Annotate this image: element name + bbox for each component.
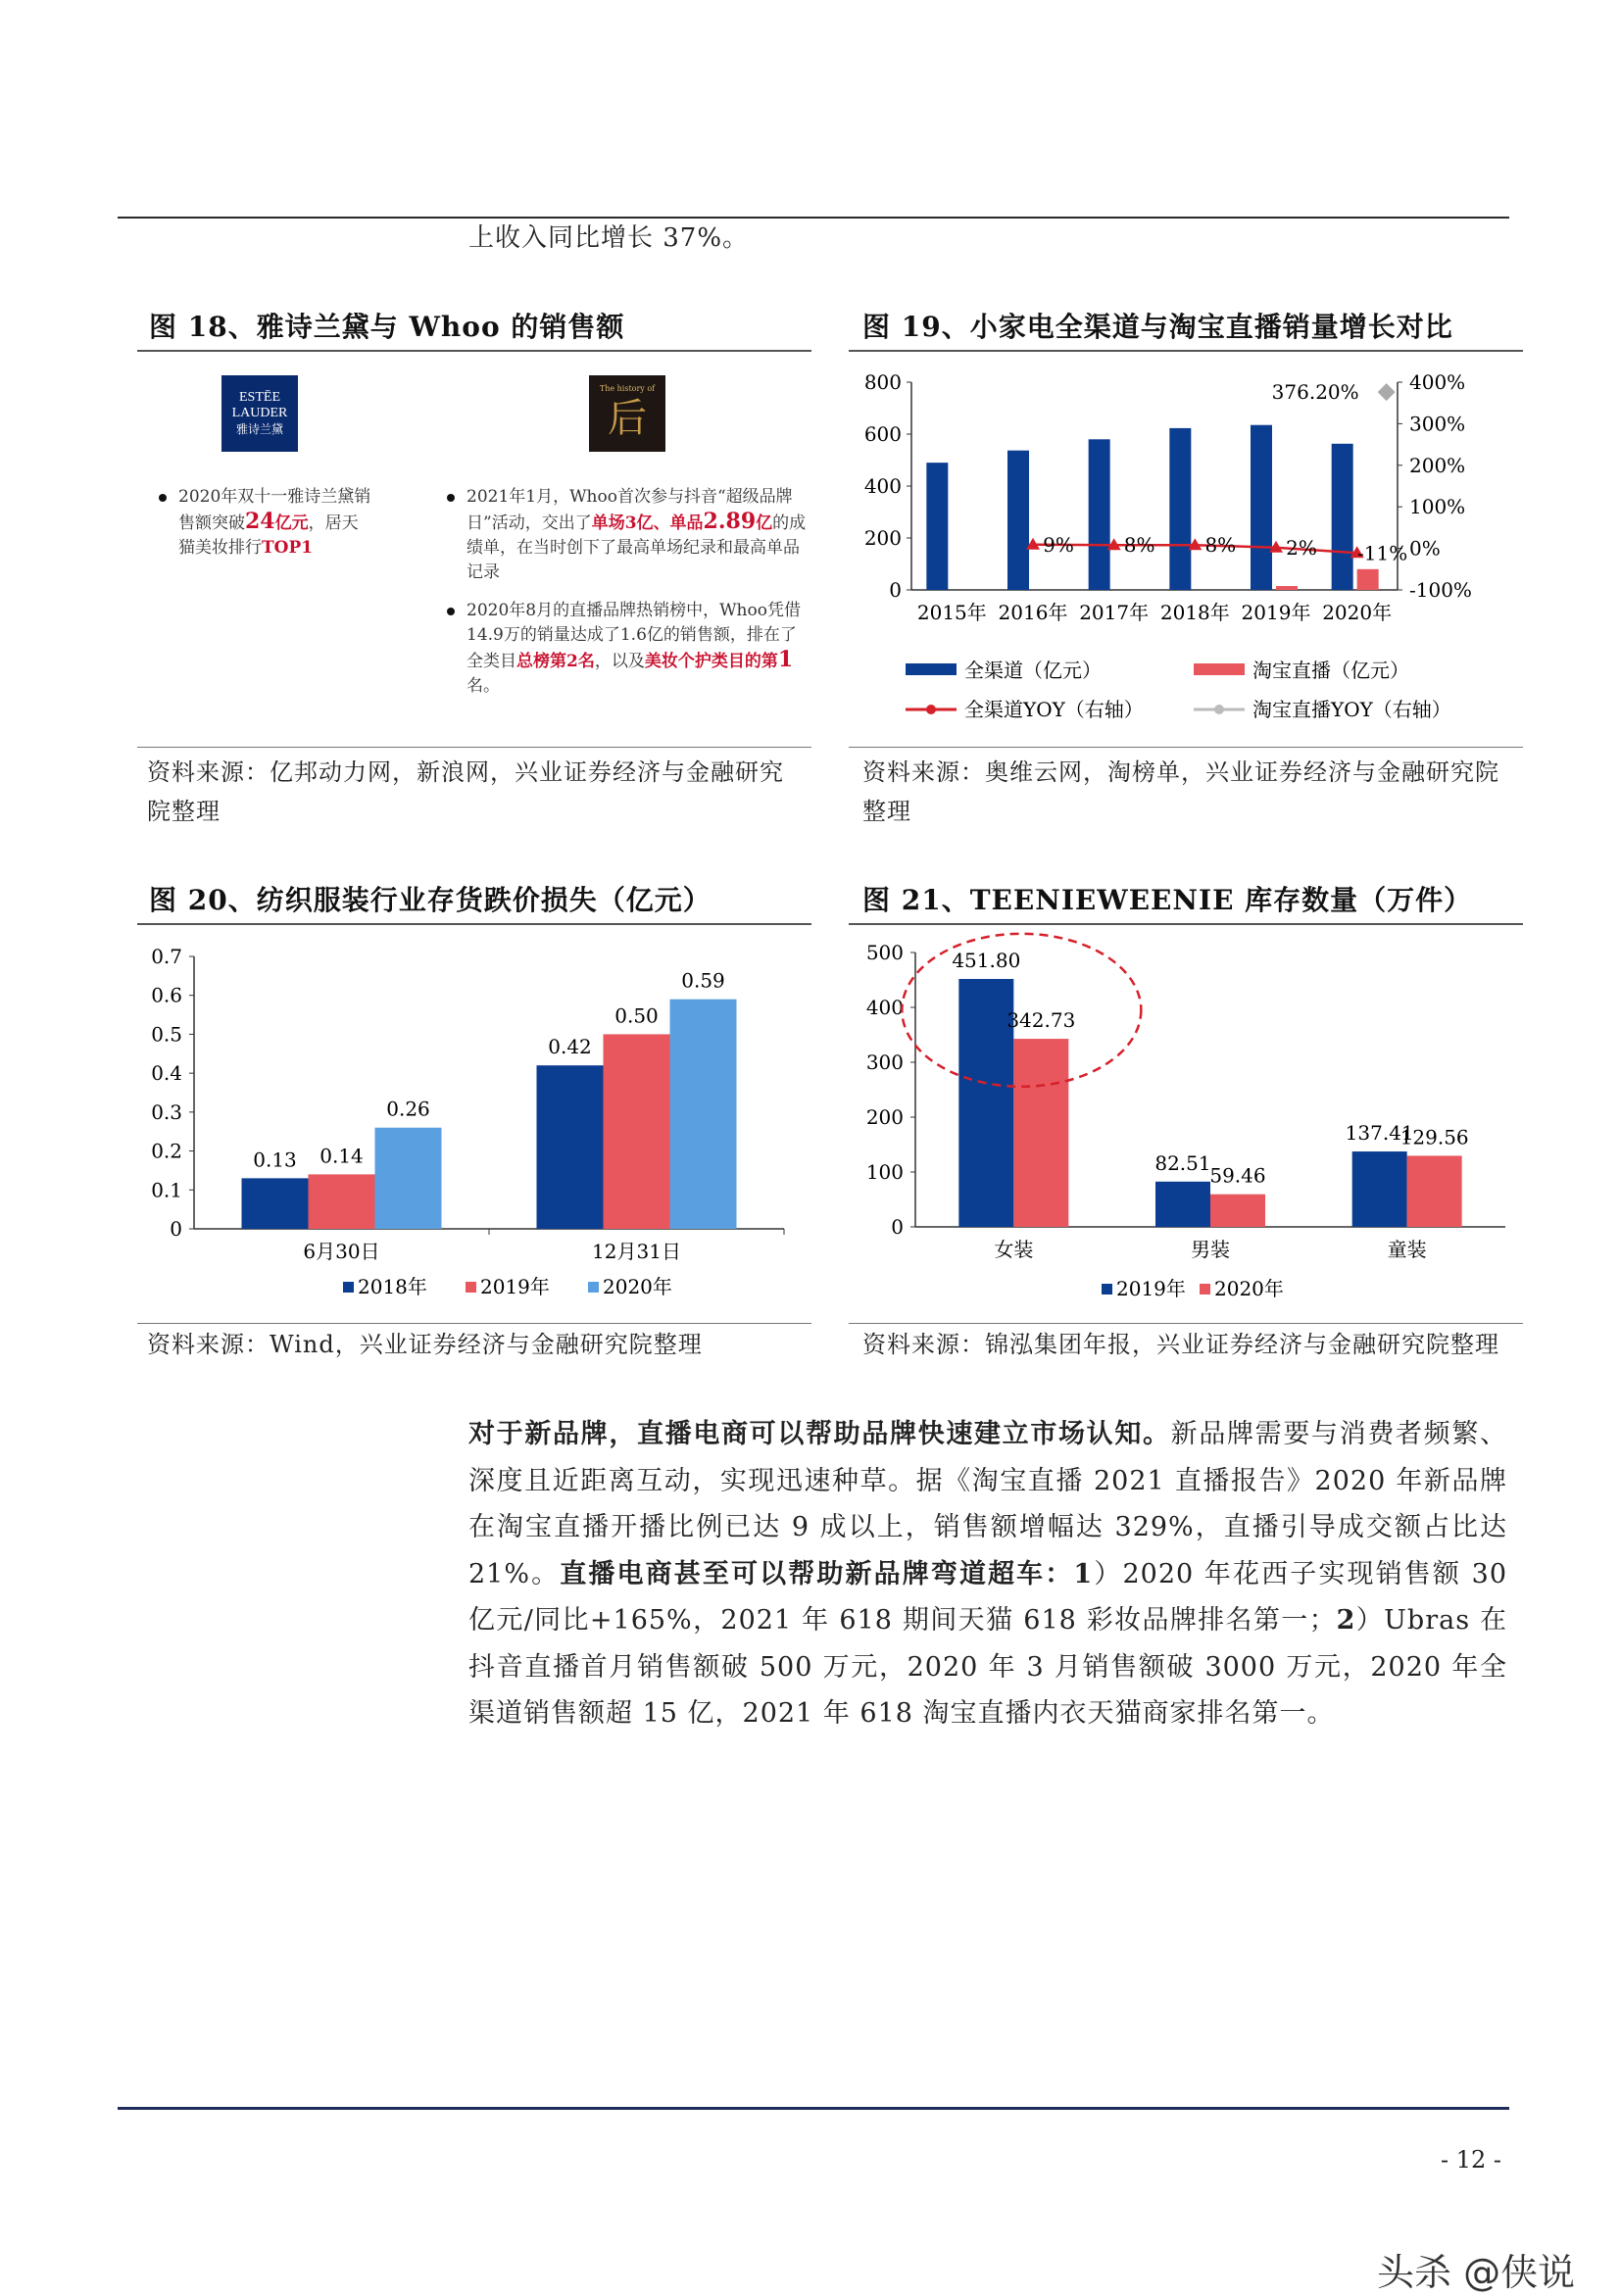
fig19-chart bbox=[849, 355, 1525, 745]
fig21-x-tick-label: 童装 bbox=[1387, 1238, 1427, 1261]
fig20-bar bbox=[242, 1178, 309, 1229]
fig21-chart bbox=[849, 911, 1525, 1319]
fig21-bar bbox=[1407, 1155, 1462, 1227]
fig19-taobao-yoy-label: 376.20% bbox=[1271, 380, 1359, 405]
footer-rule bbox=[118, 2107, 1509, 2110]
fig19-left-tick-label: 800 bbox=[863, 370, 902, 394]
fig20-bar bbox=[604, 1034, 670, 1229]
fig19-title: 图 19、小家电全渠道与淘宝直播销量增长对比 bbox=[862, 311, 1453, 343]
fig19-source: 资料来源：奥维云网，淘榜单，兴业证券经济与金融研究院 整理 bbox=[862, 758, 1499, 825]
fig19-x-tick-label: 2016年 bbox=[998, 601, 1068, 624]
fig21-data-label: 451.80 bbox=[952, 948, 1021, 972]
fig19-right-tick-label: 0% bbox=[1409, 536, 1441, 561]
fig21-y-tick-label: 200 bbox=[865, 1105, 904, 1129]
estee-bullet-list bbox=[159, 485, 374, 574]
whoo-logo: The history of 后 bbox=[589, 375, 665, 452]
fig19-source-rule bbox=[849, 747, 1523, 748]
fig21-bar bbox=[1013, 1039, 1068, 1227]
fig19-legend-swatch bbox=[906, 663, 957, 675]
body-paragraph: 对于新品牌，直播电商可以帮助品牌快速建立市场认知。新品牌需要与消费者频繁、深度且近距离互动，实现迅速种草。据《淘宝直播 2021 直播报告》2020 年新品牌在淘宝直播开播比例已达 9 成以上，销售额增幅达 329%，直播引导成交额占比达 21%。直播电商甚至可以帮助新品牌弯道超车：1）2020 年花西子实现销售额 30 亿元/同比+165%，2021 年 618 期间天猫 618 彩妆品牌排名第一；2）Ubras 在抖音直播首月销售额破 500 万元，2020 年 3 月销售额破 3000 万元，2020 年全渠道销售额超 15 亿，2021 年 618 淘宝直播内衣天猫商家排名第一。 bbox=[468, 1419, 1508, 1729]
fig20-legend-swatch bbox=[588, 1282, 599, 1293]
fig20-data-label: 0.59 bbox=[681, 968, 725, 993]
estee-bullet: 2020年双十一雅诗兰黛销售额突破24亿元，居天猫美妆排行TOP1 bbox=[159, 485, 374, 561]
fig20-source: 资料来源：Wind，兴业证券经济与金融研究院整理 bbox=[147, 1331, 703, 1358]
fig21-y-tick-label: 0 bbox=[891, 1215, 904, 1239]
fig19-legend-label: 淘宝直播YOY（右轴） bbox=[1252, 698, 1451, 721]
estee-lauder-logo: ESTĒE LAUDER 雅诗兰黛 bbox=[221, 375, 298, 452]
fig20-y-tick-label: 0.2 bbox=[151, 1139, 182, 1163]
fig19-x-tick-label: 2018年 bbox=[1159, 601, 1230, 624]
whoo-bullet-list bbox=[447, 485, 810, 712]
fig20-y-tick-label: 0.4 bbox=[151, 1061, 182, 1086]
fig19-x-tick-label: 2017年 bbox=[1079, 601, 1150, 624]
fig20-rule bbox=[137, 923, 811, 925]
fig19-bar-all-channel bbox=[1251, 425, 1272, 590]
fig19-left-tick-label: 200 bbox=[863, 526, 902, 550]
fig19-legend-label: 全渠道（亿元） bbox=[964, 659, 1102, 682]
fig20-legend-label: 2020年 bbox=[603, 1275, 672, 1298]
fig21-title: 图 21、TEENIEWEENIE 库存数量（万件） bbox=[862, 884, 1473, 916]
fig19-legend-label: 全渠道YOY（右轴） bbox=[964, 698, 1144, 721]
fig18-source: 资料来源：亿邦动力网，新浪网，兴业证券经济与金融研究 院整理 bbox=[147, 758, 784, 825]
fig20-legend-label: 2019年 bbox=[480, 1275, 550, 1298]
fig21-y-tick-label: 400 bbox=[865, 996, 904, 1019]
fig19-bar-all-channel bbox=[1089, 439, 1110, 590]
fig21-data-label: 59.46 bbox=[1209, 1163, 1266, 1188]
fig19-legend-marker bbox=[1214, 705, 1224, 714]
fig20-title: 图 20、纺织服装行业存货跌价损失（亿元） bbox=[149, 884, 712, 916]
fig20-legend-swatch bbox=[343, 1282, 354, 1293]
fig19-left-tick-label: 600 bbox=[863, 422, 902, 446]
fig21-y-tick-label: 100 bbox=[865, 1160, 904, 1184]
fig21-data-label: 137.41 bbox=[1345, 1121, 1414, 1146]
fig18-source-rule bbox=[137, 747, 811, 748]
fig21-legend-swatch bbox=[1200, 1284, 1210, 1295]
fig19-yoy-label: 2% bbox=[1286, 535, 1317, 560]
fig21-source-rule bbox=[849, 1323, 1523, 1324]
fig21-y-tick-label: 300 bbox=[865, 1050, 904, 1074]
fig19-bar-all-channel bbox=[1169, 428, 1191, 590]
whoo-bullet-1: 2021年1月，Whoo首次参与抖音“超级品牌日”活动，交出了单场3亿、单品2.89亿的成绩单，在当时创下了最高单场纪录和最高单品记录 bbox=[447, 485, 810, 585]
fig20-y-tick-label: 0 bbox=[170, 1217, 182, 1241]
fig19-right-tick-label: -100% bbox=[1409, 578, 1472, 602]
fig19-legend-label: 淘宝直播（亿元） bbox=[1252, 659, 1409, 682]
intro-line: 上收入同比增长 37%。 bbox=[468, 223, 750, 253]
fig19-right-tick-label: 100% bbox=[1409, 495, 1466, 519]
fig21-bar bbox=[1210, 1195, 1265, 1227]
fig19-yoy-label: 9% bbox=[1043, 532, 1074, 557]
fig21-legend-label: 2019年 bbox=[1116, 1277, 1186, 1300]
header-rule bbox=[118, 217, 1509, 219]
fig19-bar-all-channel bbox=[1007, 451, 1029, 590]
fig20-data-label: 0.26 bbox=[386, 1097, 430, 1121]
fig21-legend-swatch bbox=[1102, 1284, 1112, 1295]
fig19-x-tick-label: 2015年 bbox=[916, 601, 987, 624]
fig19-x-tick-label: 2019年 bbox=[1241, 601, 1311, 624]
fig19-bar-all-channel bbox=[926, 463, 948, 590]
fig20-y-tick-label: 0.7 bbox=[151, 945, 182, 968]
fig21-bar bbox=[1352, 1151, 1407, 1227]
fig20-source-rule bbox=[137, 1323, 811, 1324]
fig19-yoy-label: 8% bbox=[1204, 533, 1237, 558]
fig21-bar bbox=[958, 979, 1013, 1227]
fig19-right-tick-label: 400% bbox=[1409, 370, 1466, 394]
fig18-title: 图 18、雅诗兰黛与 Whoo 的销售额 bbox=[149, 311, 625, 343]
fig20-bar bbox=[537, 1065, 604, 1229]
fig19-left-tick-label: 400 bbox=[863, 474, 902, 498]
fig19-rule bbox=[849, 350, 1523, 352]
fig20-data-label: 0.50 bbox=[614, 1003, 659, 1028]
watermark: 头杀 @侠说 bbox=[1377, 2251, 1576, 2294]
fig20-y-tick-label: 0.3 bbox=[151, 1099, 182, 1124]
fig19-yoy-label: -11% bbox=[1357, 541, 1408, 565]
fig20-bar bbox=[670, 1000, 737, 1229]
fig21-x-tick-label: 男装 bbox=[1191, 1238, 1230, 1261]
fig20-data-label: 0.42 bbox=[548, 1035, 592, 1059]
fig20-bar bbox=[375, 1128, 442, 1229]
fig20-y-tick-label: 0.6 bbox=[151, 983, 182, 1007]
fig21-legend-label: 2020年 bbox=[1214, 1277, 1284, 1300]
fig20-chart bbox=[137, 927, 813, 1319]
fig19-left-tick-label: 0 bbox=[889, 578, 902, 602]
fig18-rule bbox=[137, 350, 811, 352]
fig21-data-label: 82.51 bbox=[1154, 1150, 1211, 1175]
fig20-y-tick-label: 0.1 bbox=[151, 1178, 182, 1202]
whoo-bullet-2: 2020年8月的直播品牌热销榜中，Whoo凭借14.9万的销量达成了1.6亿的销售额，排在了全类目总榜第2名，以及美妆个护类目的第1名。 bbox=[447, 599, 810, 699]
fig19-legend-marker bbox=[926, 705, 936, 714]
fig21-bar bbox=[1155, 1182, 1210, 1227]
fig20-x-tick-label: 12月31日 bbox=[592, 1240, 681, 1263]
fig19-legend-swatch bbox=[1194, 663, 1245, 675]
fig21-source: 资料来源：锦泓集团年报，兴业证券经济与金融研究院整理 bbox=[862, 1331, 1499, 1358]
fig21-x-tick-label: 女装 bbox=[994, 1238, 1034, 1261]
fig21-y-tick-label: 500 bbox=[865, 941, 904, 964]
fig20-legend-swatch bbox=[466, 1282, 476, 1293]
fig21-data-label: 342.73 bbox=[1006, 1008, 1076, 1033]
fig19-right-tick-label: 300% bbox=[1409, 412, 1466, 436]
fig19-right-tick-label: 200% bbox=[1409, 453, 1466, 477]
fig21-data-label: 129.56 bbox=[1399, 1125, 1469, 1149]
page-number: - 12 - bbox=[1441, 2146, 1502, 2174]
fig20-x-tick-label: 6月30日 bbox=[303, 1240, 380, 1263]
fig20-data-label: 0.14 bbox=[319, 1144, 364, 1168]
fig19-taobao-yoy-marker bbox=[1378, 383, 1396, 401]
fig19-bar-taobao-live bbox=[1276, 586, 1298, 590]
fig19-x-tick-label: 2020年 bbox=[1322, 601, 1393, 624]
fig20-legend-label: 2018年 bbox=[358, 1275, 427, 1298]
fig19-bar-taobao-live bbox=[1357, 569, 1379, 590]
fig20-data-label: 0.13 bbox=[253, 1148, 297, 1172]
fig20-bar bbox=[309, 1174, 375, 1229]
fig19-bar-all-channel bbox=[1332, 444, 1353, 590]
fig20-y-tick-label: 0.5 bbox=[151, 1022, 182, 1047]
fig19-yoy-label: 8% bbox=[1123, 533, 1155, 558]
